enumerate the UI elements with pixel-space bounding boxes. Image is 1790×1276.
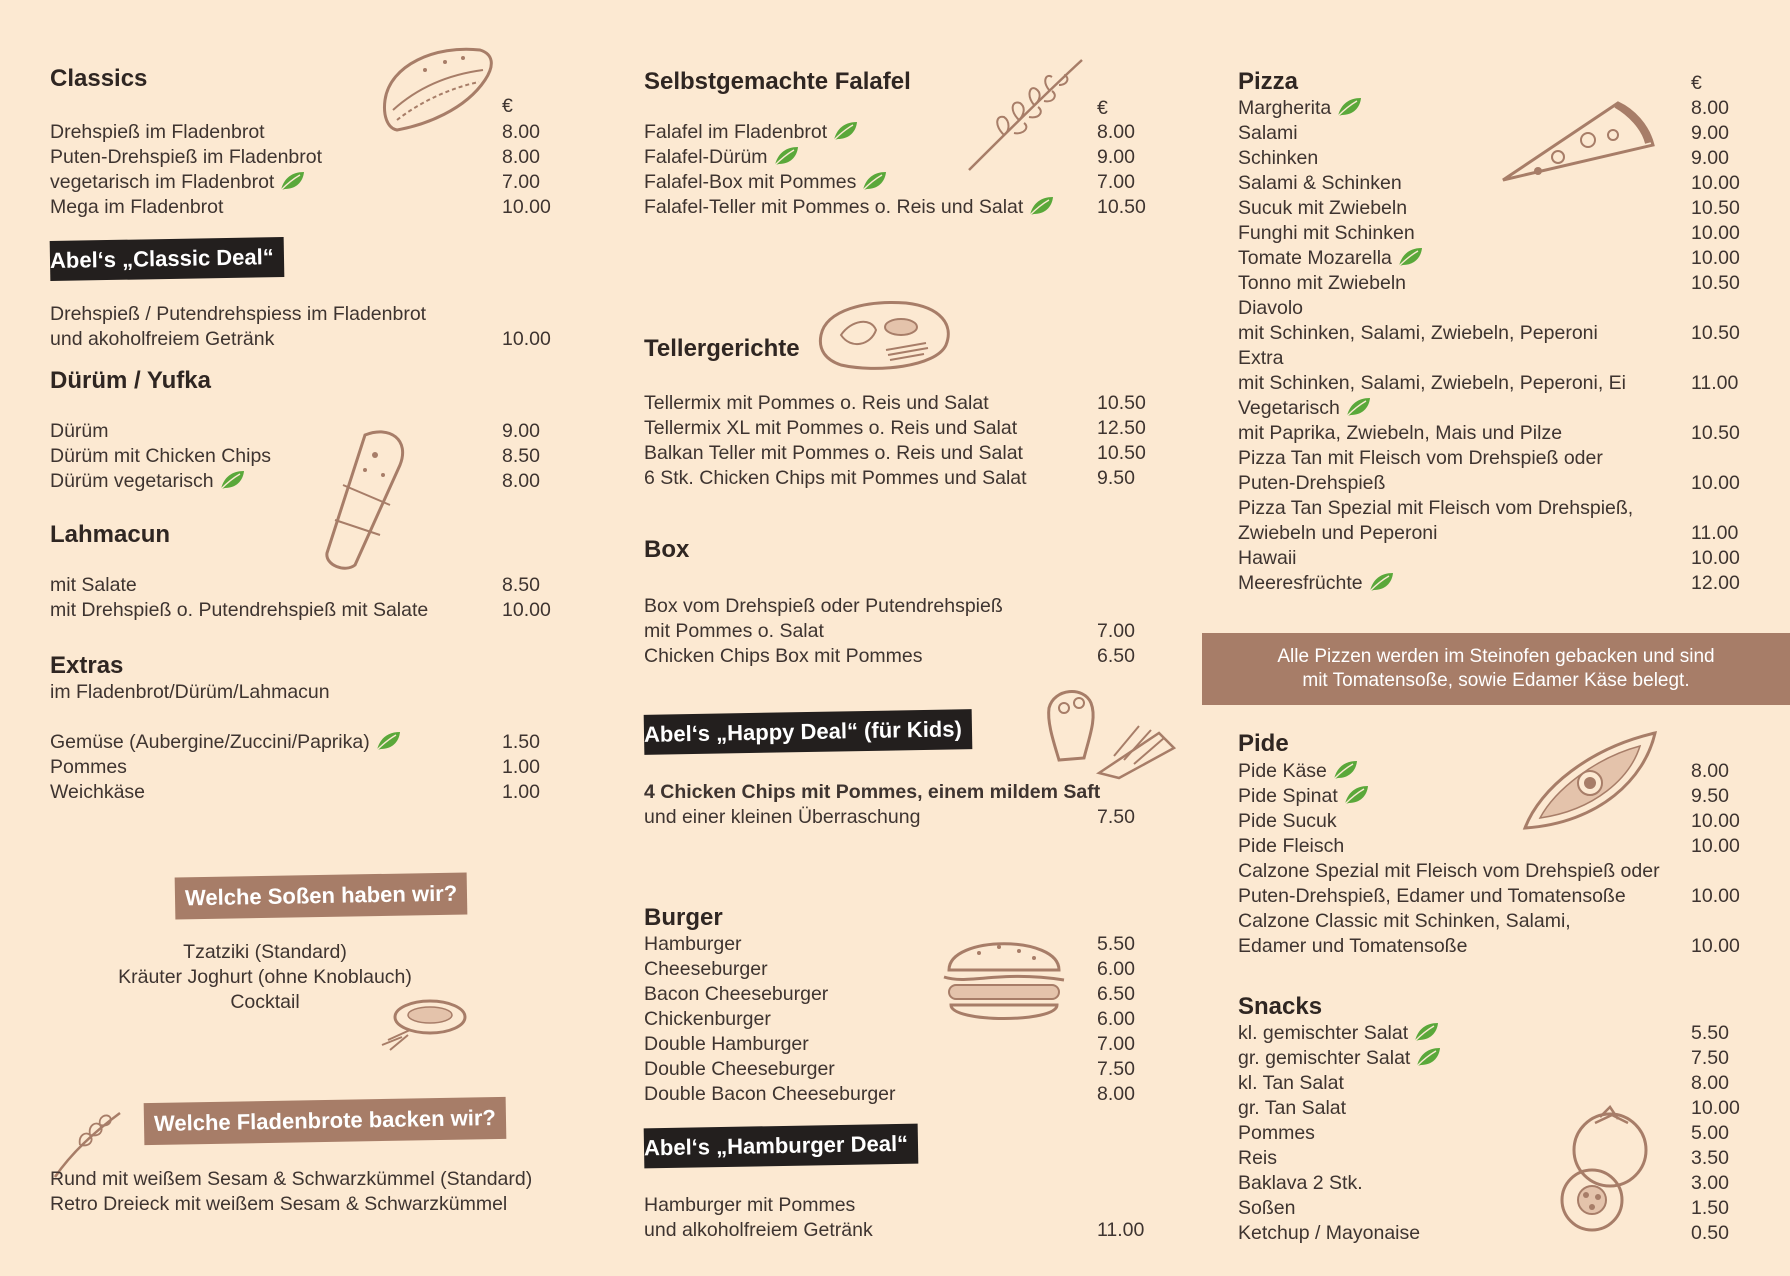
currency-label: € — [1097, 97, 1108, 119]
pizza-info-line: Alle Pizzen werden im Steinofen gebacken und sind — [1277, 646, 1715, 667]
sauce-bowl-icon — [380, 995, 470, 1055]
section-title-snacks: Snacks — [1238, 993, 1323, 1020]
sauces-banner: Welche Soßen haben wir? — [175, 872, 468, 919]
leaf-icon — [218, 469, 246, 491]
leaf-icon — [1331, 759, 1359, 781]
pizza-info-line: mit Tomatensoße, sowie Edamer Käse belegt. — [1302, 670, 1690, 691]
leaf-icon — [1342, 784, 1370, 806]
section-title-falafel: Selbstgemachte Falafel — [644, 68, 911, 95]
section-title-extras: Extras — [50, 652, 124, 679]
sandwich-illustration-icon — [375, 40, 500, 140]
bread-item: Rund mit weißem Sesam & Schwarzkümmel (Standard) — [50, 1168, 533, 1190]
leaf-icon — [1412, 1021, 1440, 1043]
sauce-item: Cocktail — [230, 991, 300, 1013]
section-title-pizza: Pizza — [1238, 68, 1299, 95]
leaf-icon — [278, 170, 306, 192]
section-title-lahmacun: Lahmacun — [50, 521, 171, 548]
happy-deal-banner: Abel‘s „Happy Deal“ (für Kids) — [644, 709, 972, 755]
column-middle: Selbstgemachte Falafel € Falafel im Fladenbrot 8.00 Falafel-Dürüm 9.00 Falafel-Box mit Pommes 7.00 Falafel-Teller mit Pommes o. Reis und Salat 10.50 Tellergerichte Tellermix mit Pommes o. Reis und Salat 10.50 Tellermix XL mit Pommes o. Reis und Salat 12.50 Balkan Teller mit Pommes o. Reis und Salat 10.50 6 Stk. Chicken Chips mit Pommes und Salat 9.50 Box Box vom Drehspieß oder Putendrehspieß mit Pommes o. Salat 7.00 Chicken Chips Box mit Pommes 6.50 Abel‘s „Happy Deal“ (für Kids) 4 Chicken Chips mit Pommes, einem mildem Saft und einer kleinen Überraschung 7.50 Burger Hamburger 5.50 Cheeseburger 6.00 Bacon Cheeseburger 6.50 Chickenburger 6.00 Double Hamburger 7.00 Double Cheeseburger 7.50 Double Bacon Cheeseburger 8.00 Abel‘s „Hamburger Deal“ Hamburger mit Pommes und alkoholfreiem Getränk 11.00 — [644, 0, 1154, 1276]
section-title-box: Box — [644, 536, 690, 563]
section-title-teller: Tellergerichte — [644, 335, 800, 362]
tomato-icon — [1550, 1105, 1660, 1235]
leaf-icon — [860, 170, 888, 192]
hamburger-deal-banner: Abel‘s „Hamburger Deal“ — [644, 1124, 919, 1169]
currency-label: € — [502, 95, 513, 117]
pide-illustration-icon — [1520, 728, 1660, 838]
extras-subtitle: im Fladenbrot/Dürüm/Lahmacun — [50, 681, 330, 703]
breads-banner: Welche Fladenbrote backen wir? — [144, 1097, 507, 1145]
herb-sprig-icon — [964, 55, 1089, 175]
column-right: Pizza € Margherita 8.00 Salami 9.00 Schinken 9.00 Salami & Schinken 10.00 Sucuk mit Zwiebeln 10.50 Funghi mit Schinken 10.00 Tomate Mozarella 10.00 Tonno mit Zwiebeln 10.50 Diavolo mit Schinken, Salami, Zwiebeln, Peperoni 10.50 Extra mit Schinken, Salami, Zwiebeln, Peperoni, Ei 11.00 Vegetarisch mit Paprika, Zwiebeln, Mais und Pilze 10.50 Pizza Tan mit Fleisch vom Drehspieß oder Puten-Drehspieß 10.00 Pizza Tan Spezial mit Fleisch vom Drehspieß, Zwiebeln und Peperoni 11.00 Hawaii 10.00 Meeresfrüchte 12.00 — [1238, 68, 1740, 594]
wrap-illustration-icon — [295, 425, 465, 575]
fries-chicken-icon — [1039, 678, 1179, 788]
plate-illustration-icon — [816, 295, 956, 375]
bread-item: Retro Dreieck mit weißem Sesam & Schwarzkümmel — [50, 1193, 508, 1215]
column-right-lower: Pide Pide Käse 8.00 Pide Spinat 9.50 Pide Sucuk 10.00 Pide Fleisch 10.00 Calzone Spezial mit Fleisch vom Drehspieß oder Puten-Drehspieß, Edamer und Tomatensoße 10.00 Calzone Classic mit Schinken, Salami, Edamer und Tomatensoße 10.00 Snacks kl. gemischter Salat 5.50 gr. gemischter Salat 7.50 kl. Tan Salat 8.00 gr. Tan Salat 10.00 Pommes 5.00 Reis 3.50 Baklava 2 Stk. 3.00 Soßen 1.50 Ketchup / Mayonaise 0.50 — [1238, 730, 1740, 1244]
section-title-pide: Pide — [1238, 730, 1289, 757]
section-title-durum: Dürüm / Yufka — [50, 367, 211, 394]
leaf-icon — [1027, 195, 1055, 217]
section-title-classics: Classics — [50, 65, 148, 92]
column-left: Classics € Drehspieß im Fladenbrot 8.00 Puten-Drehspieß im Fladenbrot 8.00 vegetarisch im Fladenbrot 7.00 Mega im Fladenbrot 10.00 Abel‘s „Classic Deal“ Drehspieß / Putendrehspiess im Fladenbrot und akoholfreiem Getränk 10.00 Dürüm / Yufka Dürüm 9.00 Dürüm mit Chicken Chips 8.50 Dürüm vegetarisch 8.00 Lahmacun mit Salate 8.50 mit Drehspieß o. Putendrehspieß mit Salate 10.00 Extras im Fladenbrot/Dürüm/Lahmacun Gemüse (Aubergine/Zuccini/Paprika) 1.50 Pommes 1.00 Weichkäse 1.00 Welche Soßen haben wir? Tzatziki (Standard) Kräuter Joghurt (ohne Knoblauch) Cocktail Welche Fladenbrote backen wir? Rund mit weißem Sesam & Schwarzkümmel (Standard) Retro Dreieck mit weißem Sesam & Schwarzkümmel — [50, 0, 560, 1276]
currency-label: € — [1691, 72, 1702, 94]
leaf-icon — [772, 145, 800, 167]
classic-deal-banner: Abel‘s „Classic Deal“ — [50, 237, 284, 281]
sauce-item: Kräuter Joghurt (ohne Knoblauch) — [118, 966, 412, 988]
leaf-icon — [831, 120, 859, 142]
section-title-burger: Burger — [644, 904, 723, 931]
leaf-icon — [374, 730, 402, 752]
burger-illustration-icon — [939, 925, 1069, 1025]
sauce-item: Tzatziki (Standard) — [183, 941, 347, 963]
leaf-icon — [1414, 1046, 1442, 1068]
